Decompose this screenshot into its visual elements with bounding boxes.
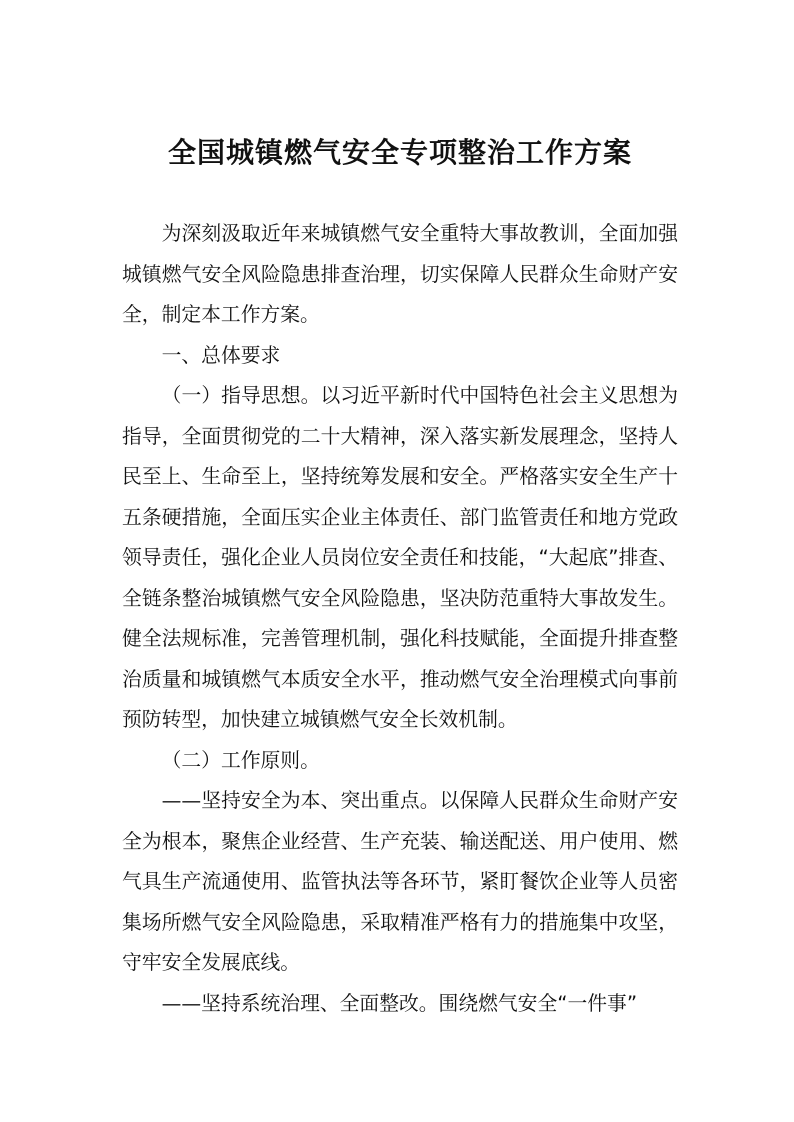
working-principles-heading: （二）工作原则。 bbox=[161, 748, 320, 772]
section-heading-general-requirements: 一、总体要求 bbox=[161, 343, 281, 367]
intro-paragraph: 为深刻汲取近年来城镇燃气安全重特大事故教训，全面加强城镇燃气安全风险隐患排查治理，切实保障人民群众生命财产安全，制定本工作方案。 bbox=[122, 222, 678, 326]
principle-systematic-governance-paragraph: ——坚持系统治理、全面整改。围绕燃气安全“一件事” bbox=[161, 991, 638, 1015]
document-title: 全国城镇燃气安全专项整治工作方案 bbox=[167, 136, 632, 169]
document-body bbox=[122, 214, 678, 1024]
guiding-ideology-paragraph: （一）指导思想。以习近平新时代中国特色社会主义思想为指导，全面贯彻党的二十大精神，深入落实新发展理念，坚持人民至上、生命至上，坚持统筹发展和安全。严格落实安全生产十五条硬措施，全面压实企业主体责任、部门监管责任和地方党政领导责任，强化企业人员岗位安全责任和技能，“大起底”排查、全链条整治城镇燃气安全风险隐患，坚决防范重特大事故发生。健全法规标准，完善管理机制，强化科技赋能，全面提升排查整治质量和城镇燃气本质安全水平，推动燃气安全治理模式向事前预防转型，加快建立城镇燃气安全长效机制。 bbox=[122, 384, 678, 731]
principle-safety-first-paragraph: ——坚持安全为本、突出重点。以保障人民群众生命财产安全为根本，聚焦企业经营、生产充装、输送配送、用户使用、燃气具生产流通使用、监管执法等各环节，紧盯餐饮企业等人员密集场所燃气安全风险隐患，采取精准严格有力的措施集中攻坚，守牢安全发展底线。 bbox=[122, 789, 678, 974]
